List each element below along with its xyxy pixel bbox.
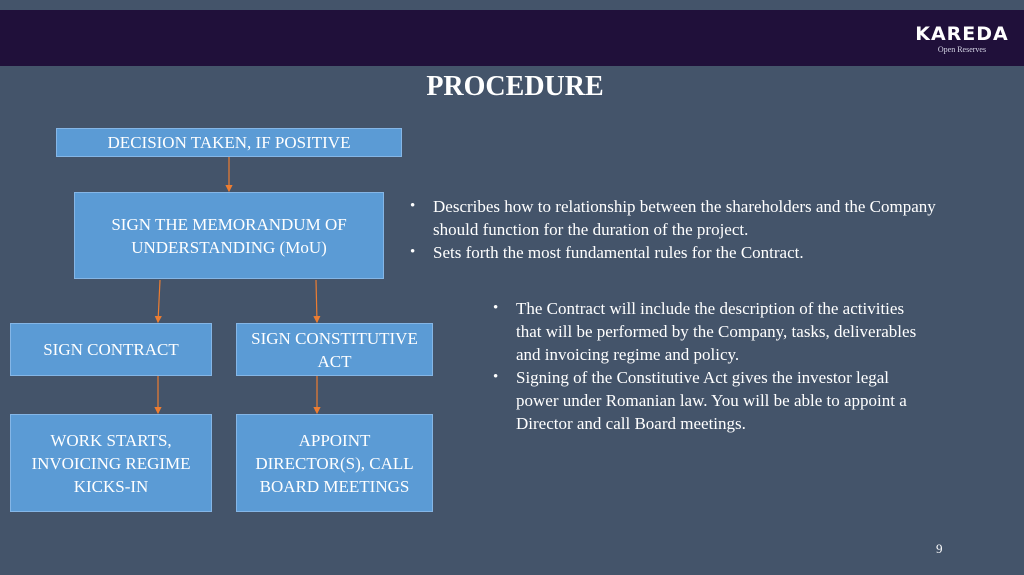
bullet-item [491, 366, 931, 435]
page-number: 9 [936, 541, 943, 556]
box-sign-constitutive-act: SIGN CONSTITUTIVE ACT [236, 323, 433, 376]
arrow-mou-to-constitutive [316, 280, 317, 322]
brand-tagline: Open Reserves [937, 45, 987, 54]
arrow-mou-to-contract [158, 280, 160, 322]
box-sign-contract: SIGN CONTRACT [10, 323, 212, 376]
bullet-icon: • [493, 300, 499, 316]
bullet-text: Signing of the Constitutive Act gives the investor legal power under Romanian law. You will be able to appoint a Director and call Board meetings. [516, 368, 907, 433]
bullet-text: Describes how to relationship between the shareholders and the Company should function for the duration of the project. [433, 197, 936, 239]
bullet-icon: • [410, 244, 416, 260]
bullet-item [408, 241, 948, 264]
box-appoint-directors: APPOINT DIRECTOR(S), CALL BOARD MEETINGS [236, 414, 433, 512]
brand-name: KAREDA [915, 23, 1009, 45]
bullet-icon: • [410, 198, 416, 214]
bullet-icon: • [493, 369, 499, 385]
bullet-text: Sets forth the most fundamental rules for the Contract. [433, 243, 804, 262]
page-title: PROCEDURE [426, 71, 604, 102]
box-work-starts: WORK STARTS, INVOICING REGIME KICKS-IN [10, 414, 212, 512]
bullet-list-mou [408, 195, 948, 264]
bullet-item [408, 195, 948, 241]
bullet-text: The Contract will include the description of the activities that will be performed by the Company, tasks, deliverables and invoicing regime and policy. [516, 299, 917, 364]
box-decision-taken: DECISION TAKEN, IF POSITIVE [56, 128, 402, 157]
box-sign-mou: SIGN THE MEMORANDUM OF UNDERSTANDING (MoU) [74, 192, 384, 279]
bullet-list-contract [491, 297, 931, 435]
bullet-item [491, 297, 931, 366]
